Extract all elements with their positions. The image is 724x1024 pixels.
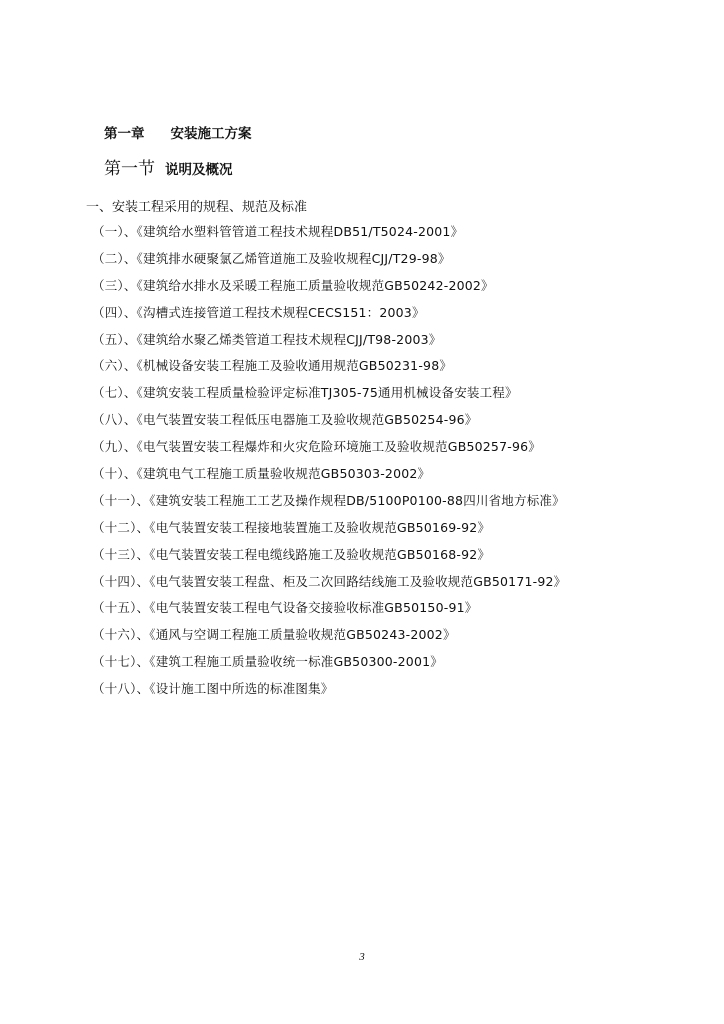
list-item: （一）、《建筑给水塑料管管道工程技术规程DB51/T5024-2001》 [92,224,464,239]
list-item: （三）、《建筑给水排水及采暖工程施工质量验收规范GB50242-2002》 [92,277,494,293]
chapter-heading [104,122,252,142]
list-item: （四）、《沟槽式连接管道工程技术规程CECS151：2003》 [92,304,425,320]
list-item: （十）、《建筑电气工程施工质量验收规范GB50303-2002》 [92,466,431,482]
list-item: （十七）、《建筑工程施工质量验收统一标准GB50300-2001》 [92,654,443,670]
list-item: （十五）、《电气装置安装工程电气设备交接验收标准GB50150-91》 [92,600,478,616]
list-item: （六）、《机械设备安装工程施工及验收通用规范GB50231-98》 [92,358,453,374]
list-item: （十四）、《电气装置安装工程盘、柜及二次回路结线施工及验收规范GB50171-92》 [92,573,567,589]
list-item: （九）、《电气装置安装工程爆炸和火灾危险环境施工及验收规范GB50257-96》 [92,439,541,455]
chapter-label: 第一章 [104,126,145,142]
section-label: 第一节 [104,159,155,179]
section-heading [104,154,233,179]
standards-list [92,222,566,706]
page-number: 3 [359,951,365,963]
section-title: 说明及概况 [165,162,233,178]
list-item: （十二）、《电气装置安装工程接地装置施工及验收规范GB50169-92》 [92,519,491,535]
list-item: （十三）、《电气装置安装工程电缆线路施工及验收规范GB50168-92》 [92,546,491,562]
list-item: （七）、《建筑安装工程质量检验评定标准TJ305-75通用机械设备安装工程》 [92,385,518,401]
list-item: （五）、《建筑给水聚乙烯类管道工程技术规程CJJ/T98-2003》 [92,331,442,347]
list-item: （二）、《建筑排水硬聚氯乙烯管道施工及验收规程CJJ/T29-98》 [92,250,451,266]
list-item: （八）、《电气装置安装工程低压电器施工及验收规范GB50254-96》 [92,412,478,428]
list-item: （十一）、《建筑安装工程施工工艺及操作规程DB/5100P0100-88四川省地方标准》 [92,492,565,508]
list-item: （十六）、《通风与空调工程施工质量验收规范GB50243-2002》 [92,627,456,643]
list-item: （十八）、《设计施工图中所选的标准图集》 [92,681,334,697]
list-heading: 一、安装工程采用的规程、规范及标准 [86,200,308,215]
chapter-title: 安装施工方案 [170,126,252,142]
